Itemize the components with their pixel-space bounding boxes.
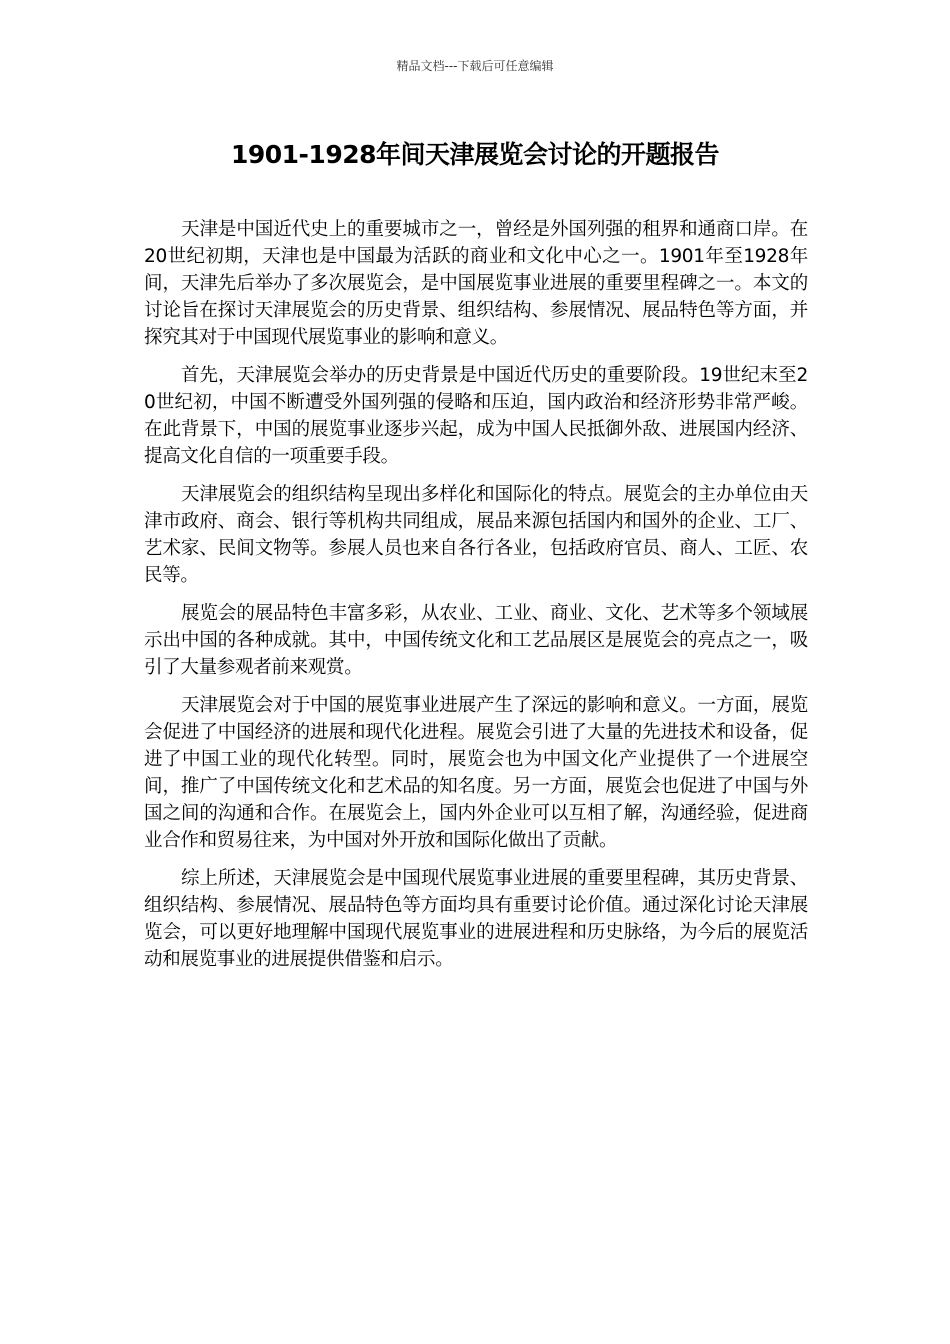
paragraph-impact: 天津展览会对于中国的展览事业进展产生了深远的影响和意义。一方面，展览会促进了中国经济的进展和现代化进程。展览会引进了大量的先进技术和设备，促进了中国工业的现代化转型。同时，展览会也为中国文化产业提供了一个进展空间，推广了中国传统文化和艺术品的知名度。另一方面，展览会也促进了中国与外国之间的沟通和合作。在展览会上，国内外企业可以互相了解，沟通经验，促进商业合作和贸易往来，为中国对外开放和国际化做出了贡献。 (144, 695, 808, 851)
paragraph-background: 首先，天津展览会举办的历史背景是中国近代历史的重要阶段。19世纪末至20世纪初，中国不断遭受外国列强的侵略和压迫，国内政治和经济形势非常严峻。在此背景下，中国的展览事业逐步兴起，成为中国人民抵御外敌、进展国内经济、提高文化自信的一项重要手段。 (144, 365, 808, 467)
document-title: 1901-1928年间天津展览会讨论的开题报告 (230, 140, 720, 169)
header-note: 精品文档---下载后可任意编辑 (396, 59, 554, 73)
document-body (144, 216, 808, 984)
paragraph-organization: 天津展览会的组织结构呈现出多样化和国际化的特点。展览会的主办单位由天津市政府、商会、银行等机构共同组成，展品来源包括国内和国外的企业、工厂、艺术家、民间文物等。参展人员也来自各行各业，包括政府官员、商人、工匠、农民等。 (144, 484, 808, 586)
paragraph-conclusion: 综上所述，天津展览会是中国现代展览事业进展的重要里程碑，其历史背景、组织结构、参展情况、展品特色等方面均具有重要讨论价值。通过深化讨论天津展览会，可以更好地理解中国现代展览事业的进展进程和历史脉络，为今后的展览活动和展览事业的进展提供借鉴和启示。 (144, 868, 808, 970)
paragraph-exhibits: 展览会的展品特色丰富多彩，从农业、工业、商业、文化、艺术等多个领域展示出中国的各种成就。其中，中国传统文化和工艺品展区是展览会的亮点之一，吸引了大量参观者前来观赏。 (144, 603, 808, 678)
paragraph-intro: 天津是中国近代史上的重要城市之一，曾经是外国列强的租界和通商口岸。在20世纪初期，天津也是中国最为活跃的商业和文化中心之一。1901年至1928年间，天津先后举办了多次展览会，是中国展览事业进展的重要里程碑之一。本文的讨论旨在探讨天津展览会的历史背景、组织结构、参展情况、展品特色等方面，并探究其对于中国现代展览事业的影响和意义。 (144, 219, 808, 348)
